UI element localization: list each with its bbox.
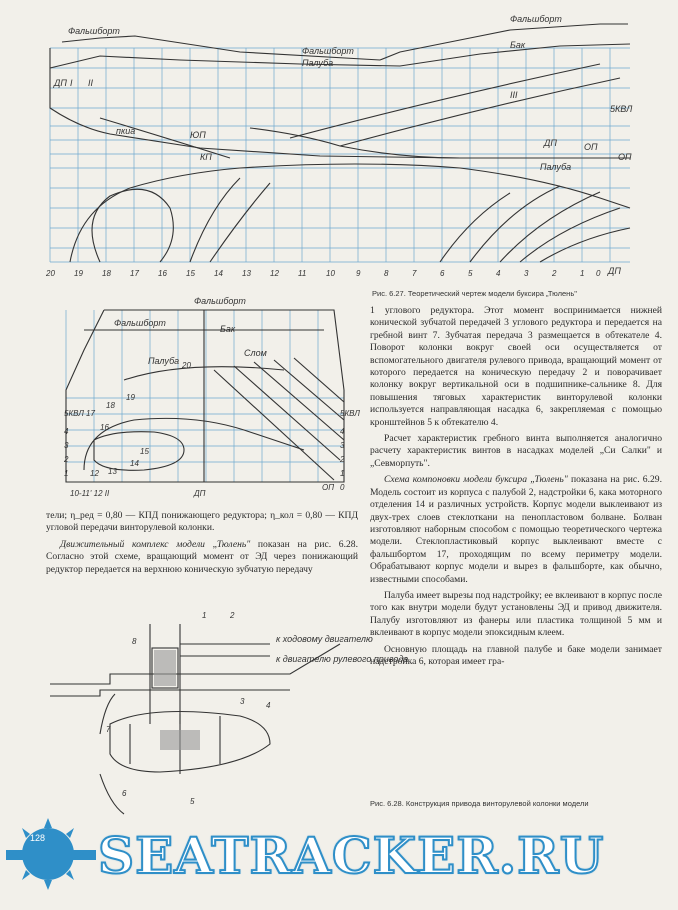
- station-label: 1: [580, 269, 585, 278]
- scale-left: 4: [64, 427, 69, 436]
- label-arrow-2: к двигателю рулевого привода: [276, 654, 409, 664]
- left-paragraph-2: [46, 539, 358, 576]
- page-number: 128: [30, 833, 46, 843]
- label-n1: 1: [202, 611, 207, 620]
- label-bak: Бак: [510, 40, 526, 50]
- right-paragraph-1: 1 углового редуктора. Этот момент воспринимается нижней конической зубчатой передачей 3 углового редуктора и передается на гребной винт 7. Зубчатая передача 3 размещается в обтекателе 4. Поворот колонки вокруг своей оси осуществляется от вспомогательного двигателя рулевого привода, вращающий момент от которого передается на коническую передачу 2 и поворачивает колонку вокруг вертикальной оси в подшипнике-сальнике 8. Для повышения тяговых характеристик винторулевой колонки используется направляющая насадка 6, закрепляемая с помощью кронштейнов 5 к обтекателю 4.: [370, 305, 662, 428]
- label-paluba-1: Палуба: [302, 58, 334, 68]
- scale-right: 4: [340, 427, 345, 436]
- label-op: ОП: [322, 483, 335, 492]
- station-label: 4: [496, 269, 501, 278]
- right-paragraph-3-body: показана на рис. 6.29. Модель состоит из корпуса с палубой 2, надстройки 6, кака моторного отделения 14 и различных устройств. Корпус модели выклеивают из двух-трех слоев стеклоткани на пенопластовом болване. Болван изготовляют наборным способом с помощью теоретического чертежа модели. Стеклопластиковый корпус выклеивают вместе с фальшбортом 17, проходящим по всему периметру модели. Обрабатывают корпус модели и вырез в фальшборте, как обычно, известными способами.: [370, 474, 662, 585]
- label-dp-1: ДП: [54, 78, 67, 88]
- label-yp: ЮП: [190, 130, 206, 140]
- label-arrow-1: к ходовому двигателю: [276, 634, 373, 644]
- scale-right: 5КВЛ: [340, 409, 360, 418]
- figure-caption-6-27: Рис. 6.27. Теоретический чертеж модели буксира „Тюлень": [372, 289, 577, 298]
- station-label: 8: [384, 269, 389, 278]
- label-falshbort: Фальшборт: [194, 296, 246, 306]
- drive-figure: [40, 604, 409, 814]
- station-label: 0: [596, 269, 601, 278]
- label-n6: 6: [122, 789, 127, 798]
- station-label: 3: [524, 269, 529, 278]
- label-14: 14: [130, 459, 139, 468]
- station-label: 17: [130, 269, 139, 278]
- left-paragraph-1: тели; η_ред = 0,80 — КПД понижающего редуктора; η_кол = 0,80 — КПД угловой передачи винторулевой колонки.: [46, 510, 358, 534]
- label-falshbort-3: Фальшборт: [510, 14, 562, 24]
- label-kp: КП: [200, 152, 212, 162]
- label-falshbort-2: Фальшборт: [302, 46, 354, 56]
- left-paragraph-2-emph: Движительный комплекс модели „Тюлень": [60, 538, 251, 550]
- label-18: 18: [106, 401, 115, 410]
- left-paragraph-2-body: показан на рис. 6.28. Согласно этой схеме, вращающий момент от ЭД через понижающий редуктор передается на верхнюю коническую зубчатую передачу: [46, 538, 358, 575]
- right-paragraph-3: [370, 474, 662, 586]
- figure-caption-6-28: Рис. 6.28. Конструкция привода винторулевой колонки модели: [370, 799, 589, 808]
- station-label: 20: [46, 269, 55, 278]
- label-pkg: пкиа: [116, 126, 136, 136]
- label-dp-2: ДП: [544, 138, 557, 148]
- left-text-column: [46, 510, 358, 580]
- label-dp: ДП: [194, 489, 206, 498]
- scale-right: 3: [340, 441, 345, 450]
- label-bak: Бак: [220, 324, 236, 334]
- right-paragraph-4: Палуба имеет вырезы под надстройку; ее вклеивают в корпус после того как внутри модели будут установлены ЭД и привод движителя. Палубу изготовляют из фанеры или пластика толщиной 5 мм и вклеивают в корпус модели эпоксидным клеем.: [370, 589, 662, 639]
- station-label: 18: [102, 269, 111, 278]
- label-n7: 7: [106, 725, 111, 734]
- label-iii: III: [510, 90, 518, 100]
- scale-right: 2: [340, 455, 345, 464]
- label-paluba: Палуба: [148, 356, 180, 366]
- scale-left: 2: [64, 455, 69, 464]
- label-n4: 4: [266, 701, 271, 710]
- label-i: I: [70, 78, 73, 88]
- label-bottom: 10-11' 12 II: [70, 489, 110, 498]
- station-label: 2: [552, 269, 557, 278]
- station-label: 15: [186, 269, 195, 278]
- label-13: 13: [108, 467, 117, 476]
- station-label: 16: [158, 269, 167, 278]
- label-n8: 8: [132, 637, 137, 646]
- label-17: 17: [86, 409, 95, 418]
- label-paluba-2: Палуба: [540, 162, 572, 172]
- right-paragraph-2: Расчет характеристик гребного винта выполняется аналогично расчету характеристик винтов в насадках моделей „Си Салки" и „Севморпуть".: [370, 433, 662, 469]
- site-watermark-text[interactable]: SEATRACKER.RU: [98, 826, 605, 885]
- scale-right: 1: [340, 469, 345, 478]
- right-paragraph-5: Основную площадь на главной палубе и баке модели занимает надстройка 6, которая имеет гра-: [370, 643, 662, 667]
- label-kvl: 5КВЛ: [610, 104, 633, 114]
- station-label: 5: [468, 269, 473, 278]
- label-falshbort-2: Фальшборт: [114, 318, 166, 328]
- station-label: 11: [298, 269, 307, 278]
- label-ii: II: [88, 78, 94, 88]
- scale-left: 5КВЛ: [64, 409, 84, 418]
- label-slom: Слом: [244, 348, 267, 358]
- station-label: 7: [412, 269, 417, 278]
- right-paragraph-3-emph: Схема компоновки модели буксира „Тюлень": [384, 474, 568, 486]
- scale-right: 0: [340, 483, 345, 492]
- label-op-2: ОП: [584, 142, 598, 152]
- scale-left: 1: [64, 469, 69, 478]
- label-12: 12: [90, 469, 99, 478]
- label-falshbort-1: Фальшборт: [68, 26, 120, 36]
- label-n5: 5: [190, 797, 195, 806]
- label-dp-3: ДП: [608, 266, 621, 276]
- station-label: 12: [270, 269, 279, 278]
- label-n3: 3: [240, 697, 245, 706]
- lines-drawing-figure: [40, 8, 640, 282]
- station-label: 13: [242, 269, 251, 278]
- station-label: 14: [214, 269, 223, 278]
- label-19: 19: [126, 393, 135, 402]
- layout-figure: [44, 290, 362, 510]
- label-20: 20: [182, 361, 191, 370]
- station-label: 9: [356, 269, 361, 278]
- station-label: 19: [74, 269, 83, 278]
- label-15: 15: [140, 447, 149, 456]
- label-16: 16: [100, 423, 109, 432]
- scale-left: 3: [64, 441, 69, 450]
- station-label: 10: [326, 269, 335, 278]
- station-label: 6: [440, 269, 445, 278]
- label-n2: 2: [230, 611, 235, 620]
- right-text-column: [370, 305, 662, 672]
- label-op-1: ОП: [618, 152, 632, 162]
